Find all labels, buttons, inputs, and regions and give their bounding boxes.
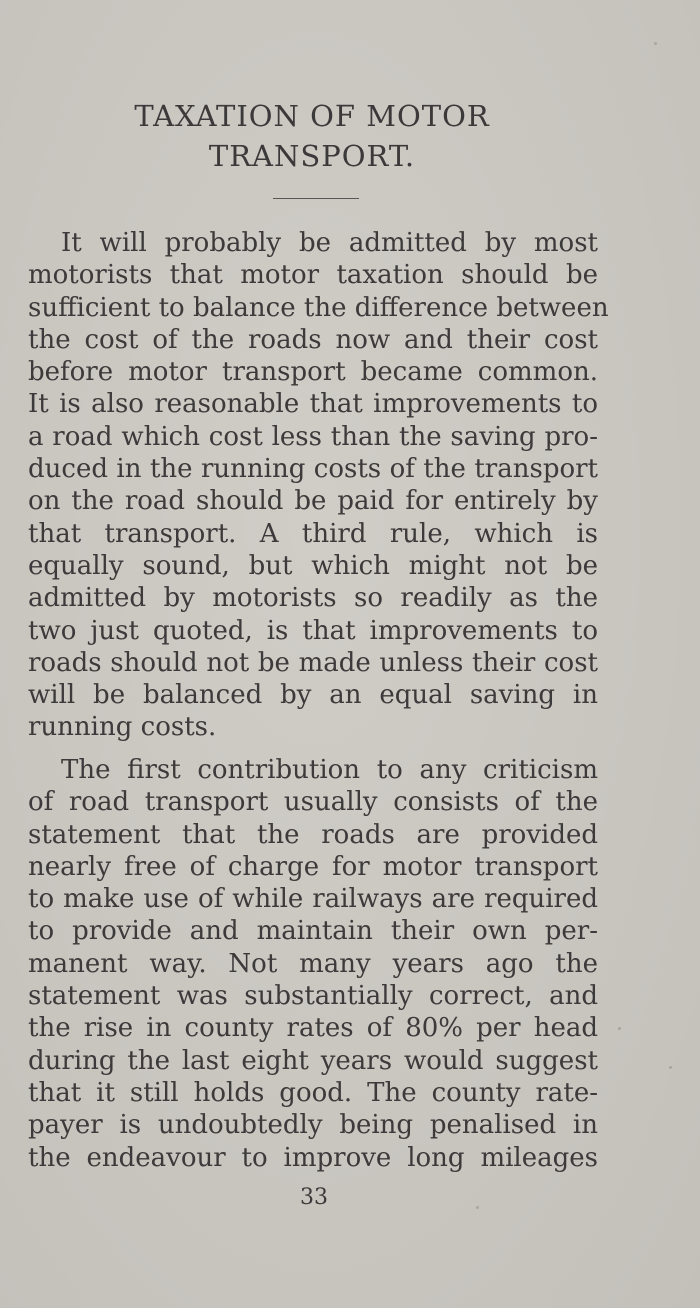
paper-speck: [618, 1027, 621, 1030]
text-line: equally sound, but which might not be: [28, 550, 598, 581]
text-line: before motor transport became common.: [28, 357, 598, 388]
text-line: motorists that motor taxation should be: [28, 260, 598, 291]
text-line: of road transport usually consists of the: [28, 787, 598, 818]
text-line: nearly free of charge for motor transport: [28, 851, 598, 882]
paper-speck: [669, 1066, 672, 1069]
paragraph-1: [28, 227, 609, 744]
text-line: statement was substantially correct, and: [28, 981, 598, 1012]
text-line: It is also reasonable that improvements to: [28, 389, 598, 420]
text-line: duced in the running costs of the transport: [28, 454, 598, 485]
text-line: to make use of while railways are required: [28, 884, 598, 915]
text-line: on the road should be paid for entirely by: [28, 486, 598, 517]
text-line: the endeavour to improve long mileages: [28, 1142, 598, 1173]
page-title-line-2: TRANSPORT.: [208, 139, 416, 173]
text-line: the cost of the roads now and their cost: [28, 324, 598, 355]
text-line: statement that the roads are provided: [28, 819, 598, 850]
text-line: the rise in county rates of 80% per head: [28, 1013, 598, 1044]
text-line: payer is undoubtedly being penalised in: [28, 1110, 598, 1141]
text-line: sufficient to balance the difference between: [28, 292, 609, 323]
text-line: during the last eight years would suggest: [28, 1045, 598, 1076]
text-line: two just quoted, is that improvements to: [28, 615, 598, 646]
title-divider: [273, 198, 359, 199]
text-line: a road which cost less than the saving pro-: [28, 421, 598, 452]
paragraph-2: [28, 754, 598, 1174]
text-line: manent way. Not many years ago the: [28, 948, 598, 979]
text-line: running costs.: [28, 712, 217, 743]
text-line: It will probably be admitted by most: [61, 228, 598, 258]
text-line: to provide and maintain their own per-: [28, 916, 598, 947]
text-line: will be balanced by an equal saving in: [28, 680, 598, 711]
text-line: The first contribution to any criticism: [61, 755, 598, 785]
paper-speck: [654, 42, 657, 45]
text-line: admitted by motorists so readily as the: [28, 583, 598, 614]
paper-speck: [476, 1206, 479, 1209]
page-number: 33: [300, 1185, 328, 1210]
text-line: that it still holds good. The county rate-: [28, 1077, 598, 1108]
text-line: roads should not be made unless their cost: [28, 647, 598, 678]
page-title-line-1: TAXATION OF MOTOR: [134, 99, 490, 133]
text-line: that transport. A third rule, which is: [28, 518, 598, 549]
